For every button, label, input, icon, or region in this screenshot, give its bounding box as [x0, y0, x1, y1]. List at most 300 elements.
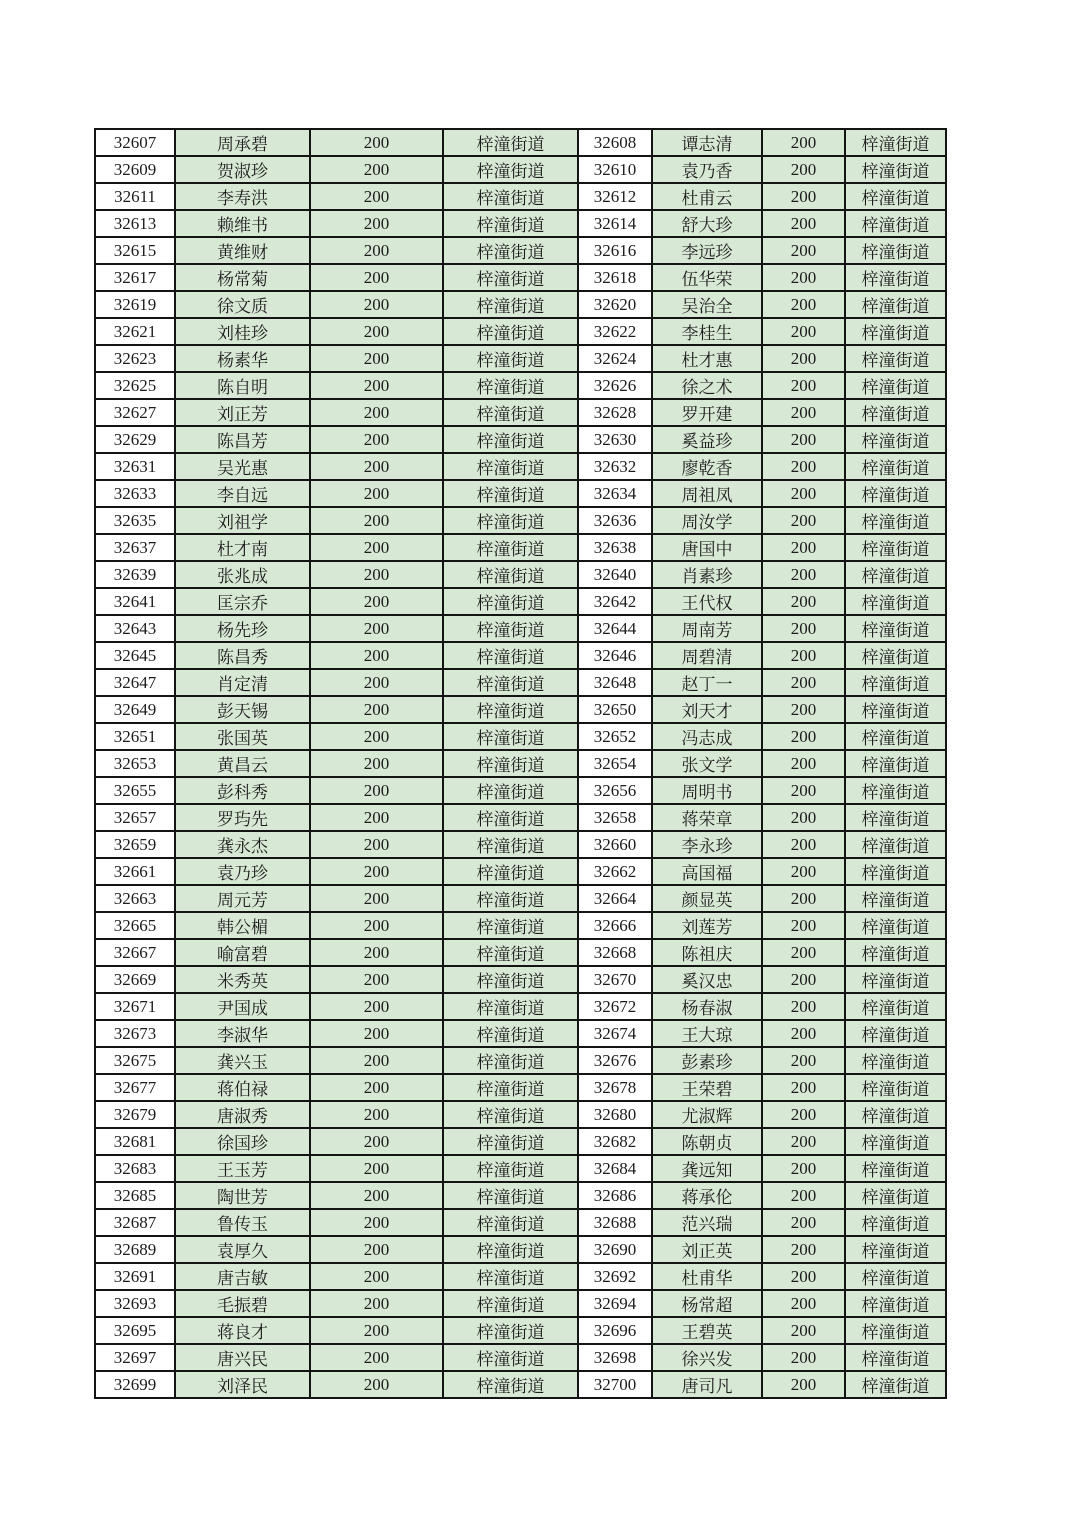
cell-district-right: 梓潼街道 — [845, 723, 946, 750]
cell-amount-left: 200 — [310, 453, 443, 480]
cell-name-right: 彭素珍 — [652, 1047, 762, 1074]
cell-name-right: 李桂生 — [652, 318, 762, 345]
cell-id-right: 32688 — [578, 1209, 652, 1236]
table-row — [95, 912, 946, 939]
cell-id-left: 32681 — [95, 1128, 175, 1155]
cell-name-right: 周明书 — [652, 777, 762, 804]
cell-district-left: 梓潼街道 — [443, 696, 578, 723]
cell-amount-right: 200 — [762, 1344, 845, 1371]
cell-id-right: 32692 — [578, 1263, 652, 1290]
table-row — [95, 1209, 946, 1236]
cell-name-right: 范兴瑞 — [652, 1209, 762, 1236]
table-row — [95, 1236, 946, 1263]
cell-amount-right: 200 — [762, 453, 845, 480]
cell-name-left: 刘桂珍 — [175, 318, 310, 345]
cell-id-left: 32669 — [95, 966, 175, 993]
cell-name-left: 杨素华 — [175, 345, 310, 372]
cell-amount-right: 200 — [762, 1371, 845, 1398]
cell-amount-right: 200 — [762, 642, 845, 669]
table-row — [95, 588, 946, 615]
cell-id-left: 32675 — [95, 1047, 175, 1074]
cell-amount-left: 200 — [310, 1101, 443, 1128]
cell-amount-left: 200 — [310, 372, 443, 399]
cell-amount-right: 200 — [762, 1317, 845, 1344]
cell-district-right: 梓潼街道 — [845, 1317, 946, 1344]
cell-amount-left: 200 — [310, 642, 443, 669]
cell-amount-right: 200 — [762, 183, 845, 210]
cell-amount-left: 200 — [310, 318, 443, 345]
table-row — [95, 399, 946, 426]
cell-name-right: 杜甫华 — [652, 1263, 762, 1290]
cell-district-left: 梓潼街道 — [443, 1020, 578, 1047]
cell-id-right: 32684 — [578, 1155, 652, 1182]
cell-amount-right: 200 — [762, 345, 845, 372]
cell-name-right: 吴治全 — [652, 291, 762, 318]
cell-id-left: 32629 — [95, 426, 175, 453]
cell-id-right: 32618 — [578, 264, 652, 291]
cell-amount-left: 200 — [310, 777, 443, 804]
cell-name-right: 奚汉忠 — [652, 966, 762, 993]
cell-district-right: 梓潼街道 — [845, 1155, 946, 1182]
cell-name-right: 尤淑辉 — [652, 1101, 762, 1128]
cell-id-left: 32637 — [95, 534, 175, 561]
cell-id-right: 32670 — [578, 966, 652, 993]
cell-district-right: 梓潼街道 — [845, 399, 946, 426]
cell-id-left: 32683 — [95, 1155, 175, 1182]
cell-amount-left: 200 — [310, 507, 443, 534]
cell-id-right: 32664 — [578, 885, 652, 912]
cell-name-left: 唐淑秀 — [175, 1101, 310, 1128]
cell-id-left: 32655 — [95, 777, 175, 804]
cell-district-left: 梓潼街道 — [443, 1290, 578, 1317]
cell-name-left: 蒋伯禄 — [175, 1074, 310, 1101]
cell-id-left: 32697 — [95, 1344, 175, 1371]
cell-id-right: 32674 — [578, 1020, 652, 1047]
table-row — [95, 318, 946, 345]
cell-amount-right: 200 — [762, 1263, 845, 1290]
cell-district-left: 梓潼街道 — [443, 318, 578, 345]
cell-id-right: 32638 — [578, 534, 652, 561]
cell-amount-right: 200 — [762, 1209, 845, 1236]
cell-district-left: 梓潼街道 — [443, 669, 578, 696]
cell-name-right: 蒋荣章 — [652, 804, 762, 831]
cell-district-right: 梓潼街道 — [845, 1263, 946, 1290]
cell-amount-right: 200 — [762, 804, 845, 831]
cell-amount-left: 200 — [310, 966, 443, 993]
cell-district-right: 梓潼街道 — [845, 642, 946, 669]
table-row — [95, 615, 946, 642]
table-row — [95, 453, 946, 480]
cell-id-left: 32627 — [95, 399, 175, 426]
cell-amount-right: 200 — [762, 1182, 845, 1209]
cell-district-left: 梓潼街道 — [443, 642, 578, 669]
cell-id-right: 32676 — [578, 1047, 652, 1074]
cell-name-left: 刘泽民 — [175, 1371, 310, 1398]
cell-district-right: 梓潼街道 — [845, 615, 946, 642]
cell-id-right: 32622 — [578, 318, 652, 345]
cell-district-left: 梓潼街道 — [443, 939, 578, 966]
cell-district-right: 梓潼街道 — [845, 183, 946, 210]
cell-name-right: 刘正英 — [652, 1236, 762, 1263]
cell-name-right: 周南芳 — [652, 615, 762, 642]
cell-name-left: 李寿洪 — [175, 183, 310, 210]
cell-district-right: 梓潼街道 — [845, 426, 946, 453]
cell-amount-right: 200 — [762, 156, 845, 183]
cell-district-left: 梓潼街道 — [443, 1101, 578, 1128]
cell-district-left: 梓潼街道 — [443, 237, 578, 264]
cell-id-right: 32696 — [578, 1317, 652, 1344]
cell-amount-left: 200 — [310, 480, 443, 507]
cell-district-left: 梓潼街道 — [443, 183, 578, 210]
cell-name-right: 刘天才 — [652, 696, 762, 723]
table-row — [95, 1101, 946, 1128]
cell-name-left: 匡宗乔 — [175, 588, 310, 615]
cell-amount-left: 200 — [310, 912, 443, 939]
cell-amount-right: 200 — [762, 1128, 845, 1155]
table-row — [95, 507, 946, 534]
cell-id-right: 32700 — [578, 1371, 652, 1398]
cell-id-right: 32690 — [578, 1236, 652, 1263]
cell-name-right: 奚益珍 — [652, 426, 762, 453]
cell-name-left: 米秀英 — [175, 966, 310, 993]
cell-id-left: 32661 — [95, 858, 175, 885]
cell-name-right: 舒大珍 — [652, 210, 762, 237]
cell-amount-right: 200 — [762, 885, 845, 912]
cell-name-left: 喻富碧 — [175, 939, 310, 966]
cell-id-left: 32611 — [95, 183, 175, 210]
table-row — [95, 480, 946, 507]
cell-district-left: 梓潼街道 — [443, 777, 578, 804]
cell-id-left: 32619 — [95, 291, 175, 318]
cell-name-right: 蒋承伦 — [652, 1182, 762, 1209]
cell-amount-left: 200 — [310, 1128, 443, 1155]
cell-amount-right: 200 — [762, 750, 845, 777]
cell-id-right: 32652 — [578, 723, 652, 750]
cell-district-right: 梓潼街道 — [845, 372, 946, 399]
cell-district-right: 梓潼街道 — [845, 264, 946, 291]
cell-id-left: 32685 — [95, 1182, 175, 1209]
cell-district-left: 梓潼街道 — [443, 1182, 578, 1209]
cell-amount-right: 200 — [762, 1047, 845, 1074]
cell-district-left: 梓潼街道 — [443, 507, 578, 534]
cell-district-right: 梓潼街道 — [845, 1101, 946, 1128]
cell-amount-left: 200 — [310, 615, 443, 642]
cell-district-left: 梓潼街道 — [443, 615, 578, 642]
cell-amount-left: 200 — [310, 723, 443, 750]
cell-id-right: 32612 — [578, 183, 652, 210]
cell-amount-right: 200 — [762, 1020, 845, 1047]
table-row — [95, 750, 946, 777]
cell-district-right: 梓潼街道 — [845, 912, 946, 939]
table-row — [95, 804, 946, 831]
cell-id-right: 32680 — [578, 1101, 652, 1128]
cell-name-left: 韩公楣 — [175, 912, 310, 939]
cell-name-left: 杨常菊 — [175, 264, 310, 291]
cell-amount-right: 200 — [762, 318, 845, 345]
cell-name-left: 周承碧 — [175, 129, 310, 156]
cell-amount-right: 200 — [762, 1155, 845, 1182]
cell-name-right: 赵丁一 — [652, 669, 762, 696]
cell-amount-left: 200 — [310, 1263, 443, 1290]
cell-amount-right: 200 — [762, 993, 845, 1020]
cell-id-left: 32625 — [95, 372, 175, 399]
cell-id-right: 32654 — [578, 750, 652, 777]
cell-amount-left: 200 — [310, 1344, 443, 1371]
table-row — [95, 1047, 946, 1074]
cell-id-left: 32613 — [95, 210, 175, 237]
cell-amount-left: 200 — [310, 237, 443, 264]
cell-id-left: 32677 — [95, 1074, 175, 1101]
cell-id-left: 32623 — [95, 345, 175, 372]
cell-amount-right: 200 — [762, 723, 845, 750]
cell-amount-right: 200 — [762, 669, 845, 696]
cell-district-right: 梓潼街道 — [845, 561, 946, 588]
cell-name-right: 张文学 — [652, 750, 762, 777]
cell-amount-right: 200 — [762, 291, 845, 318]
cell-name-left: 尹国成 — [175, 993, 310, 1020]
cell-name-right: 陈祖庆 — [652, 939, 762, 966]
cell-id-right: 32636 — [578, 507, 652, 534]
cell-name-right: 杜甫云 — [652, 183, 762, 210]
cell-id-left: 32673 — [95, 1020, 175, 1047]
cell-id-right: 32642 — [578, 588, 652, 615]
table-row — [95, 210, 946, 237]
table-row — [95, 993, 946, 1020]
cell-district-left: 梓潼街道 — [443, 912, 578, 939]
cell-name-left: 刘祖学 — [175, 507, 310, 534]
cell-amount-left: 200 — [310, 858, 443, 885]
cell-district-right: 梓潼街道 — [845, 777, 946, 804]
cell-amount-right: 200 — [762, 534, 845, 561]
cell-id-left: 32609 — [95, 156, 175, 183]
cell-district-left: 梓潼街道 — [443, 399, 578, 426]
cell-district-right: 梓潼街道 — [845, 1236, 946, 1263]
cell-id-right: 32650 — [578, 696, 652, 723]
cell-amount-right: 200 — [762, 507, 845, 534]
table-row — [95, 939, 946, 966]
cell-name-left: 陶世芳 — [175, 1182, 310, 1209]
cell-name-left: 龚兴玉 — [175, 1047, 310, 1074]
roster-table-body — [95, 129, 946, 1398]
cell-id-left: 32659 — [95, 831, 175, 858]
cell-id-left: 32651 — [95, 723, 175, 750]
cell-district-left: 梓潼街道 — [443, 966, 578, 993]
cell-id-right: 32610 — [578, 156, 652, 183]
cell-name-left: 唐兴民 — [175, 1344, 310, 1371]
cell-district-left: 梓潼街道 — [443, 1074, 578, 1101]
cell-id-right: 32634 — [578, 480, 652, 507]
cell-amount-right: 200 — [762, 399, 845, 426]
table-row — [95, 858, 946, 885]
table-row — [95, 426, 946, 453]
cell-name-right: 龚远知 — [652, 1155, 762, 1182]
cell-name-right: 高国福 — [652, 858, 762, 885]
table-row — [95, 1344, 946, 1371]
cell-amount-left: 200 — [310, 426, 443, 453]
cell-district-left: 梓潼街道 — [443, 1317, 578, 1344]
cell-name-right: 唐司凡 — [652, 1371, 762, 1398]
cell-id-right: 32660 — [578, 831, 652, 858]
cell-district-left: 梓潼街道 — [443, 129, 578, 156]
cell-amount-right: 200 — [762, 1236, 845, 1263]
cell-id-right: 32682 — [578, 1128, 652, 1155]
cell-amount-right: 200 — [762, 1290, 845, 1317]
cell-id-right: 32656 — [578, 777, 652, 804]
cell-amount-left: 200 — [310, 831, 443, 858]
cell-name-right: 徐之术 — [652, 372, 762, 399]
table-row — [95, 372, 946, 399]
cell-district-left: 梓潼街道 — [443, 885, 578, 912]
cell-name-right: 颜显英 — [652, 885, 762, 912]
table-row — [95, 534, 946, 561]
cell-amount-left: 200 — [310, 885, 443, 912]
cell-district-left: 梓潼街道 — [443, 1155, 578, 1182]
cell-id-right: 32678 — [578, 1074, 652, 1101]
cell-name-left: 赖维书 — [175, 210, 310, 237]
cell-name-right: 王代权 — [652, 588, 762, 615]
cell-amount-right: 200 — [762, 831, 845, 858]
table-row — [95, 291, 946, 318]
cell-name-right: 王大琼 — [652, 1020, 762, 1047]
cell-name-right: 刘莲芳 — [652, 912, 762, 939]
cell-name-right: 周祖凤 — [652, 480, 762, 507]
cell-amount-right: 200 — [762, 966, 845, 993]
table-row — [95, 561, 946, 588]
cell-name-right: 李远珍 — [652, 237, 762, 264]
cell-id-right: 32672 — [578, 993, 652, 1020]
cell-district-left: 梓潼街道 — [443, 831, 578, 858]
cell-id-left: 32663 — [95, 885, 175, 912]
cell-district-left: 梓潼街道 — [443, 1371, 578, 1398]
cell-district-right: 梓潼街道 — [845, 831, 946, 858]
cell-id-left: 32653 — [95, 750, 175, 777]
cell-id-right: 32698 — [578, 1344, 652, 1371]
cell-district-right: 梓潼街道 — [845, 237, 946, 264]
cell-district-right: 梓潼街道 — [845, 1209, 946, 1236]
cell-id-left: 32635 — [95, 507, 175, 534]
cell-district-left: 梓潼街道 — [443, 264, 578, 291]
cell-district-left: 梓潼街道 — [443, 858, 578, 885]
cell-name-left: 杜才南 — [175, 534, 310, 561]
cell-district-right: 梓潼街道 — [845, 669, 946, 696]
cell-id-left: 32695 — [95, 1317, 175, 1344]
cell-amount-left: 200 — [310, 750, 443, 777]
cell-name-left: 刘正芳 — [175, 399, 310, 426]
cell-amount-right: 200 — [762, 858, 845, 885]
cell-district-right: 梓潼街道 — [845, 480, 946, 507]
cell-amount-left: 200 — [310, 399, 443, 426]
cell-district-left: 梓潼街道 — [443, 1344, 578, 1371]
table-row — [95, 696, 946, 723]
cell-name-right: 廖乾香 — [652, 453, 762, 480]
cell-id-right: 32614 — [578, 210, 652, 237]
cell-name-right: 杨常超 — [652, 1290, 762, 1317]
cell-name-left: 徐文质 — [175, 291, 310, 318]
cell-amount-right: 200 — [762, 561, 845, 588]
table-row — [95, 777, 946, 804]
cell-amount-right: 200 — [762, 1074, 845, 1101]
cell-amount-left: 200 — [310, 1020, 443, 1047]
cell-name-left: 李淑华 — [175, 1020, 310, 1047]
cell-id-left: 32687 — [95, 1209, 175, 1236]
cell-name-left: 周元芳 — [175, 885, 310, 912]
cell-name-left: 黄维财 — [175, 237, 310, 264]
cell-district-right: 梓潼街道 — [845, 939, 946, 966]
cell-name-left: 袁乃珍 — [175, 858, 310, 885]
cell-district-left: 梓潼街道 — [443, 993, 578, 1020]
cell-amount-left: 200 — [310, 129, 443, 156]
cell-amount-right: 200 — [762, 372, 845, 399]
cell-district-left: 梓潼街道 — [443, 804, 578, 831]
cell-id-right: 32608 — [578, 129, 652, 156]
cell-district-right: 梓潼街道 — [845, 966, 946, 993]
cell-district-left: 梓潼街道 — [443, 480, 578, 507]
cell-district-right: 梓潼街道 — [845, 534, 946, 561]
cell-id-left: 32643 — [95, 615, 175, 642]
table-row — [95, 1182, 946, 1209]
cell-district-left: 梓潼街道 — [443, 345, 578, 372]
cell-name-left: 蒋良才 — [175, 1317, 310, 1344]
cell-id-right: 32630 — [578, 426, 652, 453]
cell-id-left: 32639 — [95, 561, 175, 588]
cell-id-right: 32616 — [578, 237, 652, 264]
cell-amount-left: 200 — [310, 534, 443, 561]
cell-district-right: 梓潼街道 — [845, 156, 946, 183]
cell-district-right: 梓潼街道 — [845, 588, 946, 615]
cell-name-left: 李自远 — [175, 480, 310, 507]
cell-id-right: 32648 — [578, 669, 652, 696]
table-row — [95, 885, 946, 912]
cell-amount-right: 200 — [762, 480, 845, 507]
cell-id-left: 32671 — [95, 993, 175, 1020]
cell-name-right: 周汝学 — [652, 507, 762, 534]
cell-id-left: 32689 — [95, 1236, 175, 1263]
cell-name-left: 彭科秀 — [175, 777, 310, 804]
cell-name-right: 冯志成 — [652, 723, 762, 750]
cell-name-right: 罗开建 — [652, 399, 762, 426]
table-row — [95, 345, 946, 372]
cell-district-right: 梓潼街道 — [845, 291, 946, 318]
cell-id-right: 32644 — [578, 615, 652, 642]
table-row — [95, 1155, 946, 1182]
cell-district-left: 梓潼街道 — [443, 156, 578, 183]
cell-district-right: 梓潼街道 — [845, 858, 946, 885]
cell-name-left: 贺淑珍 — [175, 156, 310, 183]
cell-district-left: 梓潼街道 — [443, 1128, 578, 1155]
cell-name-right: 杜才惠 — [652, 345, 762, 372]
cell-id-left: 32647 — [95, 669, 175, 696]
cell-id-left: 32617 — [95, 264, 175, 291]
table-row — [95, 1290, 946, 1317]
cell-amount-left: 200 — [310, 183, 443, 210]
cell-district-right: 梓潼街道 — [845, 804, 946, 831]
cell-district-left: 梓潼街道 — [443, 372, 578, 399]
table-row — [95, 1263, 946, 1290]
cell-amount-right: 200 — [762, 615, 845, 642]
cell-name-left: 袁厚久 — [175, 1236, 310, 1263]
cell-id-left: 32649 — [95, 696, 175, 723]
cell-id-right: 32632 — [578, 453, 652, 480]
cell-amount-left: 200 — [310, 291, 443, 318]
cell-district-left: 梓潼街道 — [443, 534, 578, 561]
table-row — [95, 183, 946, 210]
cell-amount-left: 200 — [310, 1155, 443, 1182]
cell-district-left: 梓潼街道 — [443, 1236, 578, 1263]
cell-name-left: 徐国珍 — [175, 1128, 310, 1155]
cell-id-left: 32679 — [95, 1101, 175, 1128]
cell-district-right: 梓潼街道 — [845, 1182, 946, 1209]
cell-amount-right: 200 — [762, 264, 845, 291]
